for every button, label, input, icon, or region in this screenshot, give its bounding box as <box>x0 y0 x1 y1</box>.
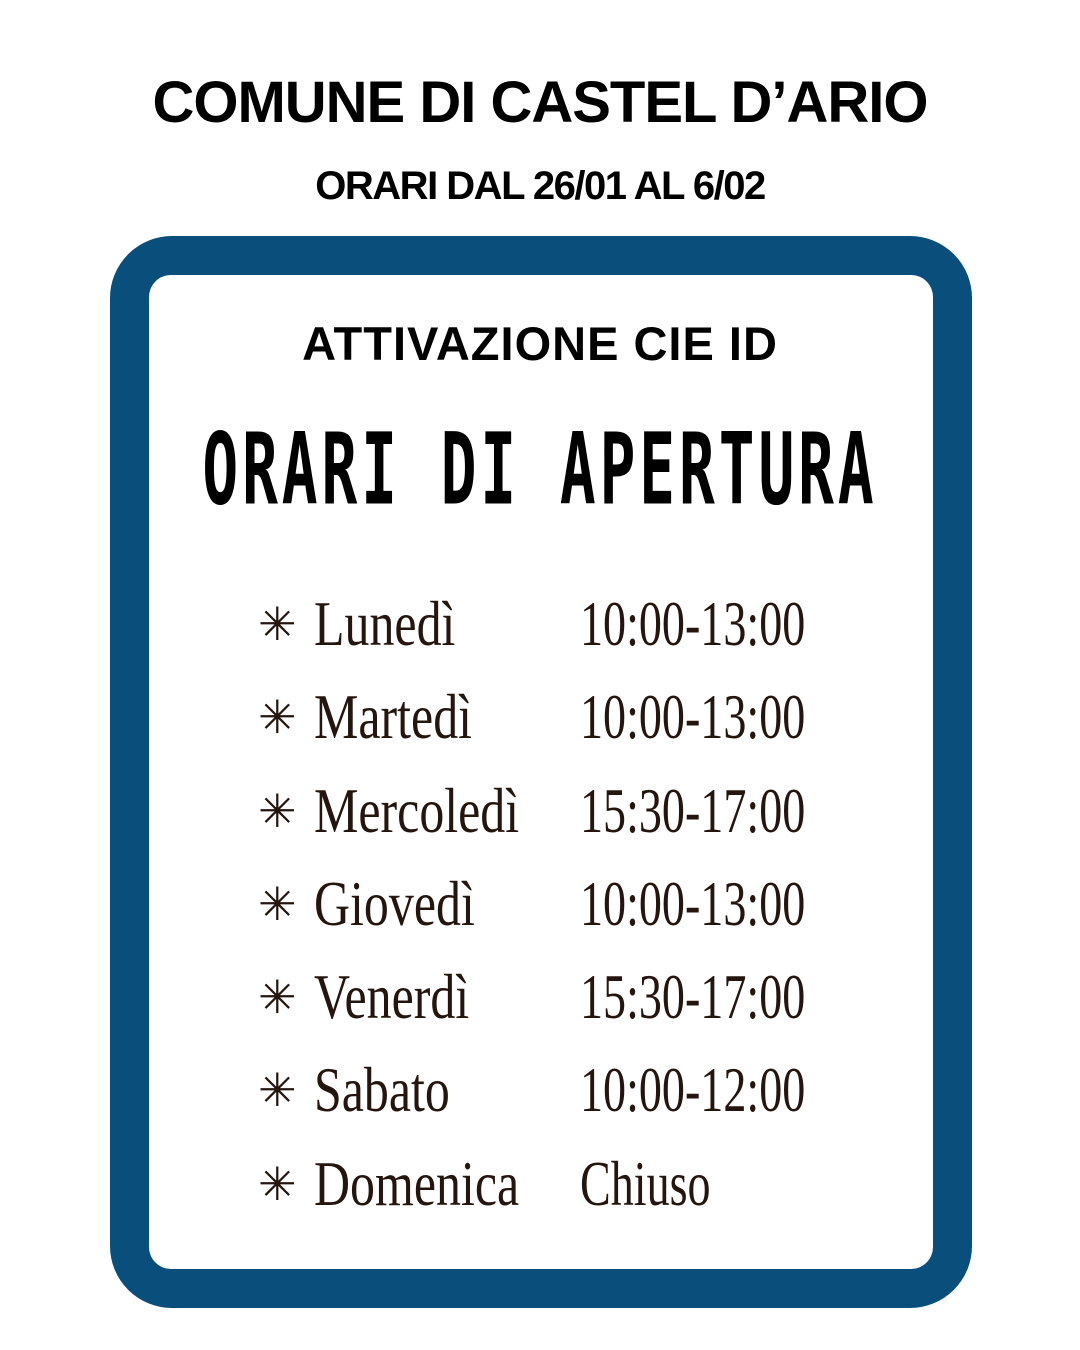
schedule-row-mercoledi <box>258 765 898 858</box>
asterisk-bullet-icon: ✳ <box>258 1063 297 1118</box>
asterisk-bullet-icon: ✳ <box>258 1156 297 1211</box>
schedule-row-domenica <box>258 1138 898 1231</box>
day-label: Sabato <box>314 1054 450 1126</box>
asterisk-bullet-icon: ✳ <box>258 783 297 838</box>
service-heading: ATTIVAZIONE CIE ID <box>302 317 778 370</box>
day-label: Martedì <box>314 681 473 753</box>
opening-hours-title: ORARI DI APERTURA <box>202 412 878 528</box>
hours-value: 10:00-13:00 <box>580 681 806 753</box>
hours-value: 10:00-13:00 <box>580 867 806 939</box>
hours-value: 15:30-17:00 <box>580 774 806 846</box>
date-range-subtitle: ORARI DAL 26/01 AL 6/02 <box>315 164 765 208</box>
schedule-list <box>258 578 898 1231</box>
schedule-row-lunedi <box>258 578 898 671</box>
hours-value: 10:00-13:00 <box>580 588 806 659</box>
hours-value: 10:00-12:00 <box>580 1054 806 1126</box>
asterisk-bullet-icon: ✳ <box>258 970 297 1025</box>
day-label: Domenica <box>314 1147 520 1219</box>
schedule-row-sabato <box>258 1044 898 1137</box>
day-label: Lunedì <box>314 588 456 659</box>
schedule-row-giovedi <box>258 858 898 951</box>
page-title: COMUNE DI CASTEL D’ARIO <box>152 70 928 135</box>
asterisk-bullet-icon: ✳ <box>258 597 297 651</box>
day-label: Mercoledì <box>314 774 520 846</box>
hours-value: 15:30-17:00 <box>580 961 806 1033</box>
asterisk-bullet-icon: ✳ <box>258 876 297 931</box>
day-label: Venerdì <box>314 961 470 1033</box>
day-label: Giovedì <box>314 867 475 939</box>
schedule-row-martedi <box>258 671 898 764</box>
hours-value: Chiuso <box>580 1147 711 1219</box>
schedule-row-venerdi <box>258 951 898 1044</box>
asterisk-bullet-icon: ✳ <box>258 690 297 745</box>
